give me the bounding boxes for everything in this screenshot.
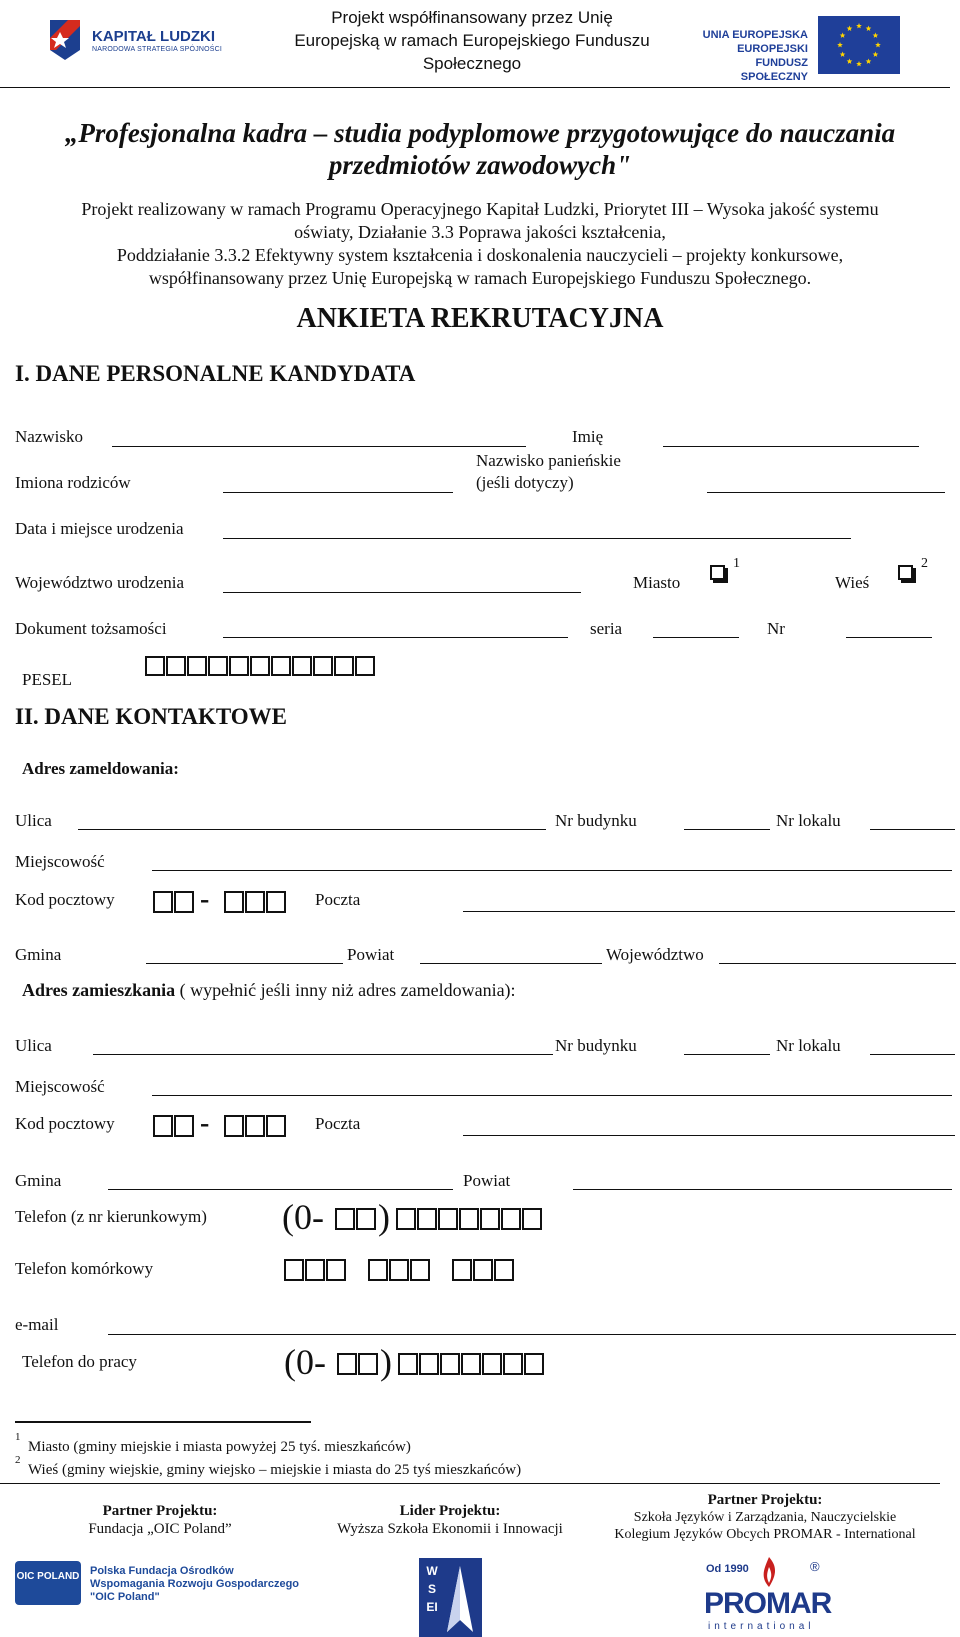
kl-logo-subtitle: NARODOWA STRATEGIA SPÓJNOŚCI bbox=[92, 46, 223, 53]
commune-field[interactable] bbox=[146, 963, 343, 964]
residence-commune-field[interactable] bbox=[108, 1189, 453, 1190]
apartment-number-label: Nr lokalu bbox=[776, 811, 841, 830]
footnote-1-text: Miasto (gminy miejskie i miasta powyżej 25 tyś. mieszkańców) bbox=[28, 1439, 411, 1455]
locality-label: Miejscowość bbox=[15, 852, 105, 871]
project-title-line: przedmiotów zawodowych" bbox=[328, 150, 632, 180]
intro-line: Projekt realizowany w ramach Programu Operacyjnego Kapitał Ludzki, Priorytet III – Wysoka jakość systemu bbox=[81, 199, 879, 219]
phone-label: Telefon (z nr kierunkowym) bbox=[15, 1207, 207, 1226]
work-phone-area-code-boxes[interactable] bbox=[337, 1353, 378, 1375]
first-name-label: Imię bbox=[572, 427, 604, 446]
residence-address-heading bbox=[22, 980, 516, 1001]
footer-divider bbox=[0, 1483, 940, 1484]
digit-box[interactable] bbox=[410, 1259, 430, 1281]
section2-heading: II. DANE KONTAKTOWE bbox=[15, 704, 288, 729]
promar-since: Od 1990 bbox=[706, 1563, 749, 1575]
street-field[interactable] bbox=[78, 829, 546, 830]
city-checkbox[interactable] bbox=[710, 565, 725, 580]
birth-date-place-label: Data i miejsce urodzenia bbox=[15, 519, 184, 538]
digit-box[interactable] bbox=[396, 1208, 416, 1230]
residence-locality-field[interactable] bbox=[152, 1095, 952, 1096]
mobile-phone-boxes-2[interactable] bbox=[368, 1259, 430, 1281]
footnote-1-mark: 1 bbox=[15, 1431, 21, 1443]
wsei-spire-icon bbox=[443, 1564, 477, 1634]
pesel-label: PESEL bbox=[22, 670, 73, 689]
digit-box[interactable] bbox=[250, 656, 270, 676]
digit-box[interactable] bbox=[145, 656, 165, 676]
project-leader bbox=[310, 1502, 590, 1538]
district-field[interactable] bbox=[420, 963, 602, 964]
city-label: Miasto bbox=[633, 573, 681, 592]
digit-box[interactable] bbox=[355, 656, 375, 676]
digit-box[interactable] bbox=[292, 656, 312, 676]
digit-box[interactable] bbox=[229, 656, 249, 676]
project-intro bbox=[0, 198, 960, 290]
id-series-field[interactable] bbox=[653, 637, 739, 638]
mobile-phone-label: Telefon komórkowy bbox=[15, 1259, 154, 1278]
oic-logo-line: "OIC Poland" bbox=[90, 1591, 160, 1603]
mobile-phone-boxes-3[interactable] bbox=[452, 1259, 514, 1281]
digit-box[interactable] bbox=[153, 891, 173, 913]
partner-1-name: Fundacja „OIC Poland” bbox=[88, 1521, 232, 1537]
cofinance-line: Społecznego bbox=[422, 54, 522, 73]
promar-wordmark: PROMAR bbox=[704, 1587, 832, 1620]
header-divider bbox=[0, 87, 950, 88]
residence-locality-label: Miejscowość bbox=[15, 1077, 105, 1096]
project-title bbox=[0, 117, 960, 181]
residence-postal-code-dash: - bbox=[200, 1108, 210, 1139]
postal-code-dash: - bbox=[200, 884, 210, 915]
digit-box[interactable] bbox=[522, 1208, 542, 1230]
cofinance-line: Europejską w ramach Europejskiego Funduszu bbox=[294, 31, 650, 50]
digit-box[interactable] bbox=[266, 891, 286, 913]
digit-box[interactable] bbox=[368, 1259, 388, 1281]
footnote-2-mark: 2 bbox=[15, 1454, 21, 1466]
wsei-logo bbox=[419, 1558, 482, 1637]
phone-number-boxes[interactable] bbox=[396, 1208, 542, 1230]
kl-logo-title: KAPITAŁ LUDZKI bbox=[92, 28, 216, 45]
parents-names-field[interactable] bbox=[223, 492, 453, 493]
email-field[interactable] bbox=[108, 1334, 956, 1335]
building-number-label: Nr budynku bbox=[555, 811, 637, 830]
id-document-field[interactable] bbox=[223, 637, 568, 638]
birth-date-place-field[interactable] bbox=[223, 538, 851, 539]
residence-apartment-number-label: Nr lokalu bbox=[776, 1036, 841, 1055]
partner-2-name: Kolegium Języków Obcych PROMAR - International bbox=[614, 1527, 916, 1542]
oic-badge: OIC POLAND bbox=[15, 1561, 81, 1605]
commune-label: Gmina bbox=[15, 945, 62, 964]
digit-box[interactable] bbox=[245, 1115, 265, 1137]
digit-box[interactable] bbox=[284, 1259, 304, 1281]
digit-box[interactable] bbox=[452, 1259, 472, 1281]
digit-box[interactable] bbox=[245, 891, 265, 913]
pesel-boxes[interactable] bbox=[145, 656, 375, 676]
wsei-letters: WSEI bbox=[426, 1564, 438, 1614]
mobile-phone-boxes-1[interactable] bbox=[284, 1259, 346, 1281]
residence-street-label: Ulica bbox=[15, 1036, 52, 1055]
building-number-field[interactable] bbox=[684, 829, 770, 830]
residence-building-number-field[interactable] bbox=[684, 1054, 770, 1055]
digit-box[interactable] bbox=[153, 1115, 173, 1137]
digit-box[interactable] bbox=[482, 1353, 502, 1375]
eu-logo bbox=[690, 14, 910, 83]
registered-address-heading: Adres zameldowania: bbox=[22, 759, 179, 778]
partner-2-title: Partner Projektu: bbox=[707, 1492, 823, 1508]
residence-address-note: ( wypełnić jeśli inny niż adres zameldowania): bbox=[175, 980, 516, 1000]
digit-box[interactable] bbox=[440, 1353, 460, 1375]
post-office-field[interactable] bbox=[463, 911, 955, 912]
digit-box[interactable] bbox=[271, 656, 291, 676]
id-number-label: Nr bbox=[767, 619, 785, 638]
parents-names-label: Imiona rodziców bbox=[15, 473, 131, 492]
digit-box[interactable] bbox=[419, 1353, 439, 1375]
work-phone-label: Telefon do pracy bbox=[22, 1352, 137, 1371]
digit-box[interactable] bbox=[224, 1115, 244, 1137]
work-phone-prefix: (0- bbox=[284, 1342, 326, 1382]
digit-box[interactable] bbox=[266, 1115, 286, 1137]
residence-apartment-number-field[interactable] bbox=[870, 1054, 955, 1055]
intro-line: oświaty, Działanie 3.3 Poprawa jakości kształcenia, bbox=[294, 222, 666, 242]
partner-1 bbox=[60, 1502, 260, 1538]
residence-post-office-label: Poczta bbox=[315, 1114, 361, 1133]
digit-box[interactable] bbox=[524, 1353, 544, 1375]
digit-box[interactable] bbox=[358, 1353, 378, 1375]
digit-box[interactable] bbox=[337, 1353, 357, 1375]
digit-box[interactable] bbox=[398, 1353, 418, 1375]
oic-logo-line: Polska Fundacja Ośrodków bbox=[90, 1565, 234, 1577]
eu-logo-line: EUROPEJSKI bbox=[737, 43, 808, 55]
village-footnote-mark: 2 bbox=[921, 556, 928, 571]
digit-box[interactable] bbox=[187, 656, 207, 676]
project-title-line: „Profesjonalna kadra – studia podyplomowe przygotowujące do nauczania bbox=[64, 118, 896, 148]
eu-logo-line: UNIA EUROPEJSKA bbox=[702, 29, 808, 41]
district-label: Powiat bbox=[347, 945, 395, 964]
digit-box[interactable] bbox=[208, 656, 228, 676]
surname-label: Nazwisko bbox=[15, 427, 83, 446]
digit-box[interactable] bbox=[438, 1208, 458, 1230]
voivodeship-label: Województwo bbox=[606, 945, 704, 964]
residence-postal-code-label: Kod pocztowy bbox=[15, 1114, 115, 1133]
promar-logo bbox=[700, 1555, 830, 1637]
maiden-name-field[interactable] bbox=[707, 492, 945, 493]
digit-box[interactable] bbox=[334, 656, 354, 676]
digit-box[interactable] bbox=[174, 1115, 194, 1137]
id-number-field[interactable] bbox=[846, 637, 932, 638]
postal-code-first-boxes[interactable] bbox=[153, 891, 194, 913]
maiden-name-label: Nazwisko panieńskie bbox=[476, 451, 621, 470]
digit-box[interactable] bbox=[224, 891, 244, 913]
digit-box[interactable] bbox=[459, 1208, 479, 1230]
footnote-separator bbox=[15, 1421, 311, 1423]
residence-postal-code-second-boxes[interactable] bbox=[224, 1115, 286, 1137]
phone-prefix: (0- bbox=[282, 1197, 324, 1237]
intro-line: współfinansowany przez Unię Europejską w ramach Europejskiego Funduszu Społecznego. bbox=[148, 268, 812, 288]
work-phone-number-boxes[interactable] bbox=[398, 1353, 544, 1375]
cofinance-line: Projekt współfinansowany przez Unię bbox=[331, 8, 613, 27]
promar-flame-icon bbox=[756, 1555, 782, 1589]
birth-voivodeship-label: Województwo urodzenia bbox=[15, 573, 185, 592]
footnote-2-text: Wieś (gminy wiejskie, gminy wiejsko – miejskie i miasta do 25 tyś mieszkańców) bbox=[28, 1462, 522, 1478]
id-document-label: Dokument tożsamości bbox=[15, 619, 167, 638]
oic-poland-logo bbox=[15, 1557, 305, 1609]
partner-1-title: Partner Projektu: bbox=[102, 1503, 218, 1519]
surname-field[interactable] bbox=[112, 446, 526, 447]
residence-building-number-label: Nr budynku bbox=[555, 1036, 637, 1055]
digit-box[interactable] bbox=[356, 1208, 376, 1230]
promar-registered-mark: ® bbox=[810, 1559, 820, 1574]
digit-box[interactable] bbox=[335, 1208, 355, 1230]
digit-box[interactable] bbox=[326, 1259, 346, 1281]
residence-district-field[interactable] bbox=[573, 1189, 952, 1190]
project-leader-title: Lider Projektu: bbox=[399, 1503, 501, 1519]
residence-commune-label: Gmina bbox=[15, 1171, 62, 1190]
digit-box[interactable] bbox=[503, 1353, 523, 1375]
residence-post-office-field[interactable] bbox=[463, 1135, 955, 1136]
apartment-number-field[interactable] bbox=[870, 829, 955, 830]
digit-box[interactable] bbox=[480, 1208, 500, 1230]
oic-logo-line: Wspomagania Rozwoju Gospodarczego bbox=[90, 1578, 300, 1590]
residence-street-field[interactable] bbox=[93, 1054, 553, 1055]
project-leader-name: Wyższa Szkoła Ekonomii i Innowacji bbox=[337, 1521, 563, 1537]
work-phone-close-paren: ) bbox=[380, 1342, 392, 1382]
eu-flag-icon bbox=[818, 16, 900, 74]
first-name-field[interactable] bbox=[663, 446, 919, 447]
phone-close-paren: ) bbox=[378, 1197, 390, 1237]
locality-field[interactable] bbox=[152, 870, 952, 871]
eu-logo-line: FUNDUSZ SPOŁECZNY bbox=[740, 57, 808, 83]
digit-box[interactable] bbox=[313, 656, 333, 676]
street-label: Ulica bbox=[15, 811, 52, 830]
postal-code-second-boxes[interactable] bbox=[224, 891, 286, 913]
id-series-label: seria bbox=[590, 619, 623, 638]
intro-line: Poddziałanie 3.3.2 Efektywny system kształcenia i doskonalenia nauczycieli – projekty konkursowe, bbox=[116, 245, 844, 265]
digit-box[interactable] bbox=[166, 656, 186, 676]
cofinance-text bbox=[262, 6, 682, 75]
kapital-ludzki-emblem-icon bbox=[46, 16, 84, 62]
digit-box[interactable] bbox=[174, 891, 194, 913]
village-checkbox[interactable] bbox=[898, 565, 913, 580]
digit-box[interactable] bbox=[501, 1208, 521, 1230]
section1-heading: I. DANE PERSONALNE KANDYDATA bbox=[15, 361, 416, 386]
residence-address-title: Adres zamieszkania bbox=[22, 980, 176, 1000]
residence-district-label: Powiat bbox=[463, 1171, 511, 1190]
digit-box[interactable] bbox=[494, 1259, 514, 1281]
digit-box[interactable] bbox=[305, 1259, 325, 1281]
digit-box[interactable] bbox=[417, 1208, 437, 1230]
maiden-name-note: (jeśli dotyczy) bbox=[476, 473, 574, 492]
phone-area-code-boxes[interactable] bbox=[335, 1208, 376, 1230]
digit-box[interactable] bbox=[461, 1353, 481, 1375]
partner-2 bbox=[600, 1492, 930, 1543]
voivodeship-field[interactable] bbox=[719, 963, 956, 964]
email-label: e-mail bbox=[15, 1315, 59, 1334]
digit-box[interactable] bbox=[473, 1259, 493, 1281]
city-footnote-mark: 1 bbox=[733, 556, 740, 571]
digit-box[interactable] bbox=[389, 1259, 409, 1281]
village-label: Wieś bbox=[835, 573, 870, 592]
kapital-ludzki-logo bbox=[40, 14, 240, 66]
post-office-label: Poczta bbox=[315, 890, 361, 909]
residence-postal-code-first-boxes[interactable] bbox=[153, 1115, 194, 1137]
birth-voivodeship-field[interactable] bbox=[223, 592, 581, 593]
partner-2-name: Szkoła Języków i Zarządzania, Nauczycielskie bbox=[633, 1510, 897, 1525]
form-title: ANKIETA REKRUTACYJNA bbox=[296, 303, 664, 334]
postal-code-label: Kod pocztowy bbox=[15, 890, 115, 909]
promar-subtitle: international bbox=[708, 1621, 815, 1632]
